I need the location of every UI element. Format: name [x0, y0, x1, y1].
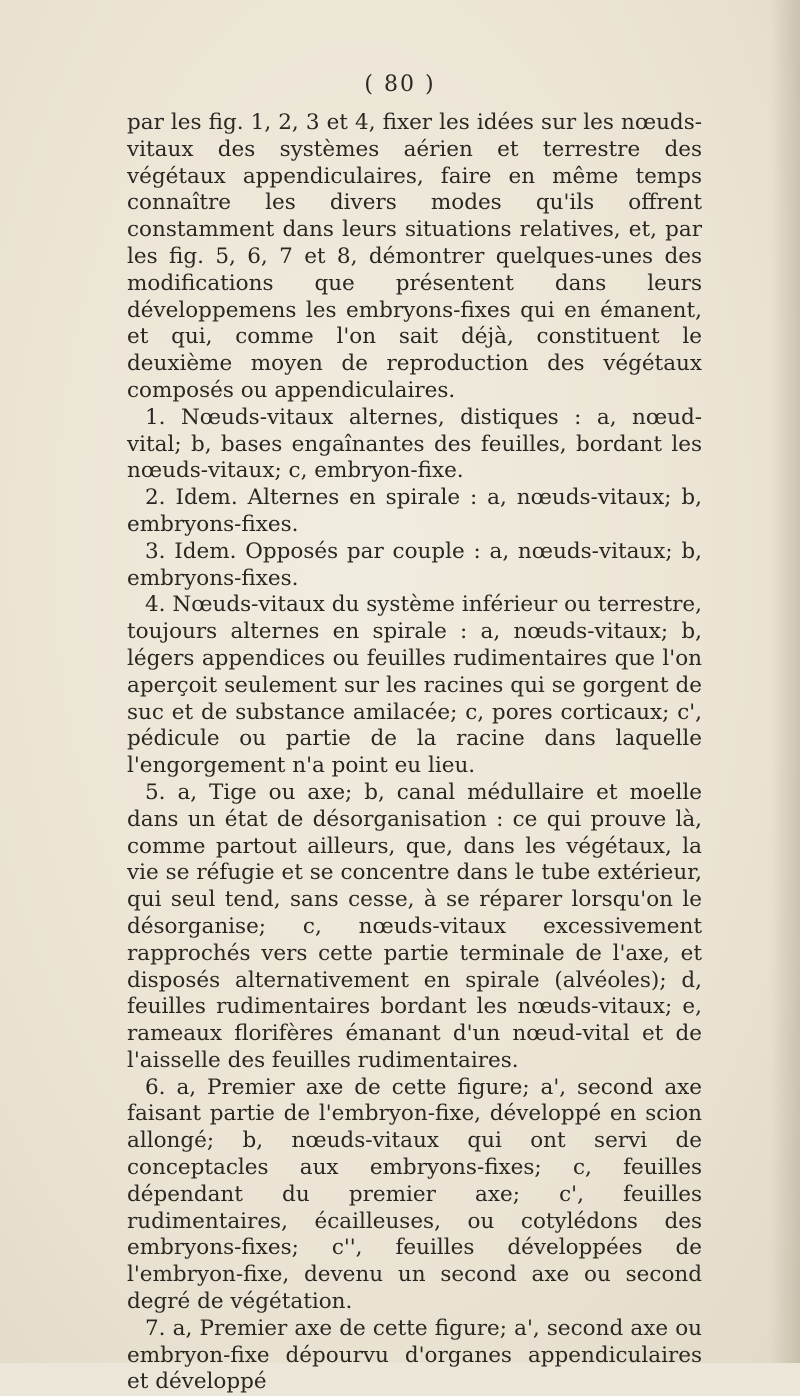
page-edge-shadow	[770, 0, 800, 1363]
page-number: ( 80 )	[364, 72, 436, 97]
figure-legend-3: 3. Idem. Opposés par couple : a, nœuds-vitaux; b, embryons-fixes.	[127, 538, 702, 591]
figure-legend-2: 2. Idem. Alternes en spirale : a, nœuds-vitaux; b, embryons-fixes.	[127, 485, 702, 537]
figure-legend-7: 7. a, Premier axe de cette figure; a', second axe ou embryon-fixe dépourvu d'organes appendiculaires et développé	[127, 1315, 702, 1395]
figure-legend-5: 5. a, Tige ou axe; b, canal médullaire et moelle dans un état de désorganisation : ce qui prouve là, comme partout ailleurs, que, dans les végétaux, la vie se réfugie et se concentre dans le tube extérieur, qui seul tend, sans cesse, à se réparer lorsqu'on le désorganise; c, nœuds-vitaux excessivement rapprochés vers cette partie terminale de l'axe, et disposés alternativement en spirale (alvéoles); d, feuilles rudimentaires bordant les nœuds-vitaux; e, rameaux florifères émanant d'un nœud-vital et de l'aisselle des feuilles rudimentaires.	[127, 779, 702, 1073]
intro-paragraph: par les fig. 1, 2, 3 et 4, fixer les idées sur les nœuds-vitaux des systèmes aérien et terrestre des végétaux appendiculaires, faire en même temps connaître les divers modes qu'ils offrent constamment dans leurs situations relatives, et, par les fig. 5, 6, 7 et 8, démontrer quelques-unes des modifications que présentent dans leurs développemens les embryons-fixes qui en émanent, et qui, comme l'on sait déjà, constituent le deuxième moyen de reproduction des végétaux composés ou appendiculaires.	[127, 110, 702, 403]
figure-legend-6: 6. a, Premier axe de cette figure; a', second axe faisant partie de l'embryon-fixe, développé en scion allongé; b, nœuds-vitaux qui ont servi de conceptacles aux embryons-fixes; c, feuilles dépendant du premier axe; c', feuilles rudimentaires, écailleuses, ou cotylédons des embryons-fixes; c'', feuilles développées de l'embryon-fixe, devenu un second axe ou second degré de végétation.	[127, 1074, 702, 1315]
figure-legend-1: 1. Nœuds-vitaux alternes, distiques : a, nœud-vital; b, bases engaînantes des feuilles, bordant les nœuds-vitaux; c, embryon-fixe.	[127, 404, 702, 484]
figure-legend-4: 4. Nœuds-vitaux du système inférieur ou terrestre, toujours alternes en spirale : a, nœuds-vitaux; b, légers appendices ou feuilles rudimentaires que l'on aperçoit seulement sur les racines qui se gorgent de suc et de substance amilacée; c, pores corticaux; c', pédicule ou partie de la racine dans laquelle l'engorgement n'a point eu lieu.	[127, 592, 702, 779]
page-body	[127, 110, 702, 1396]
